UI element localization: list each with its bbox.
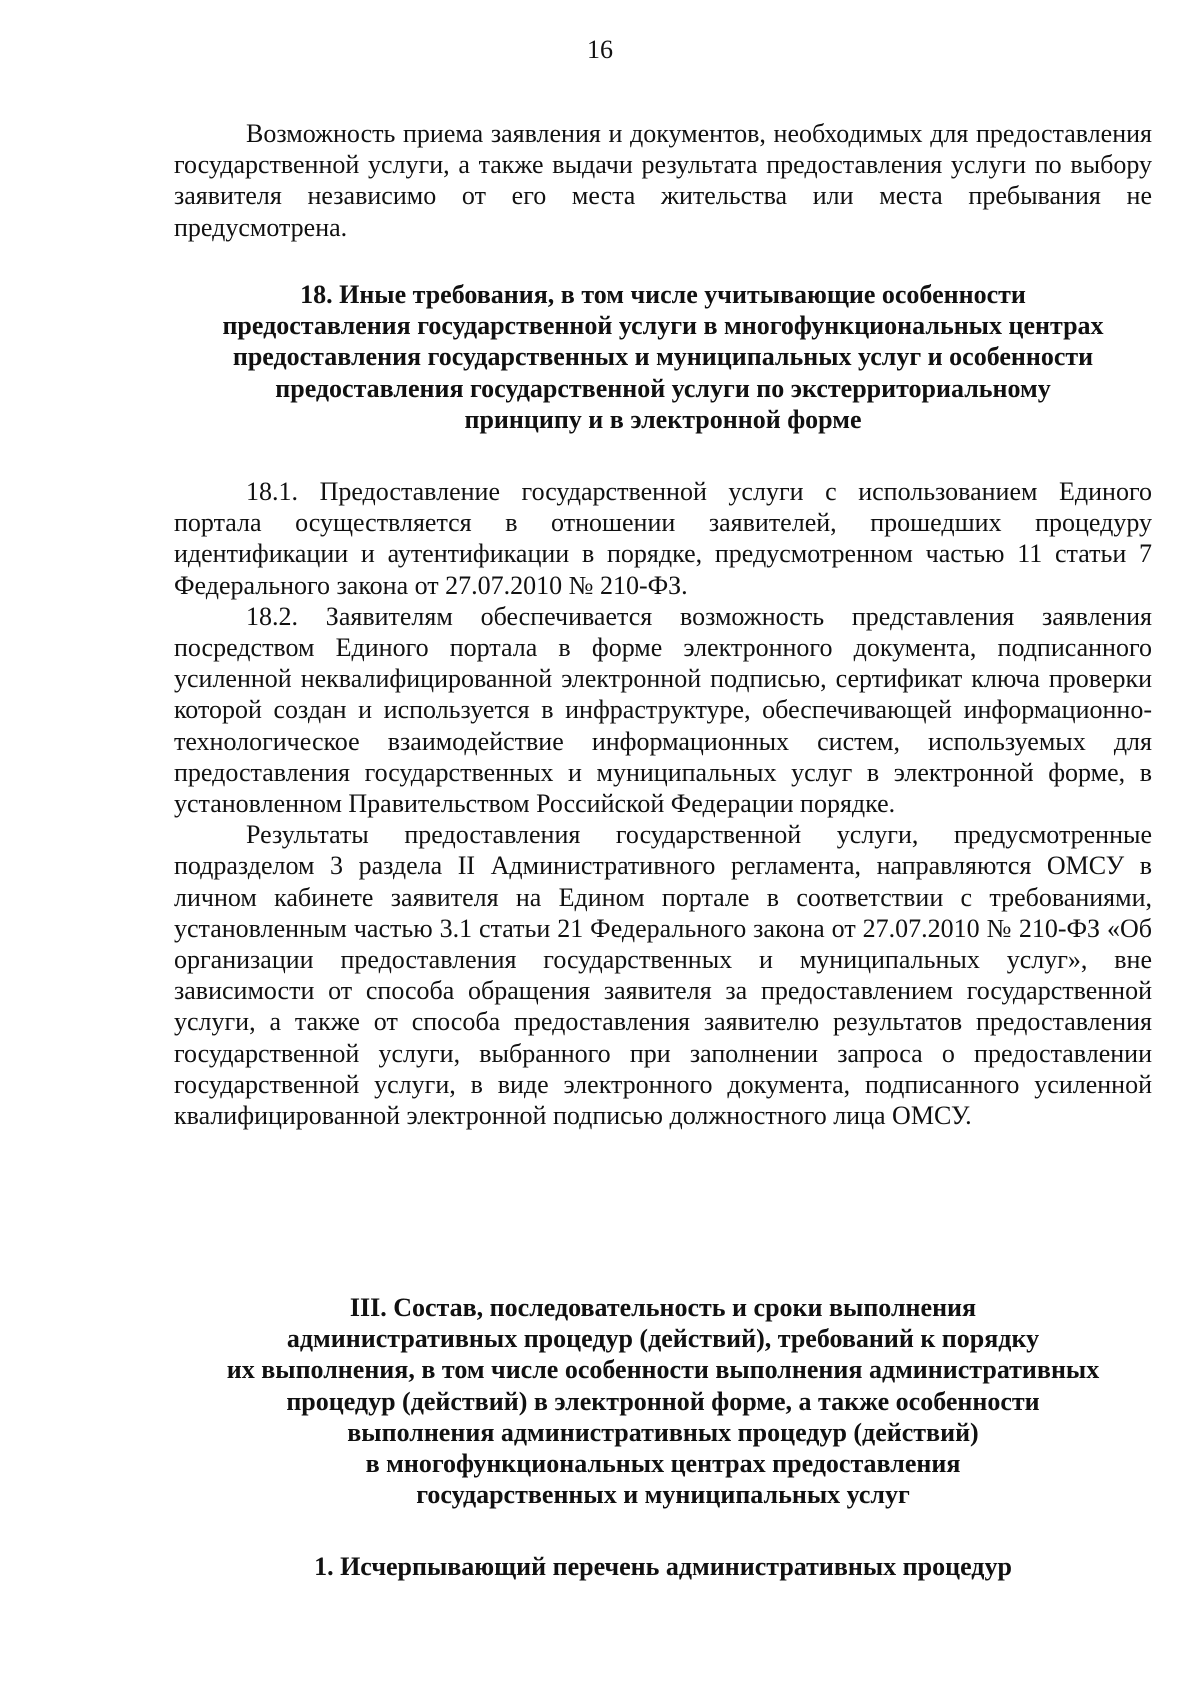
subsection-1-title: 1. Исчерпывающий перечень административных процедур [314, 1552, 1012, 1581]
page-number: 16 [587, 35, 613, 64]
section-3-heading [174, 1292, 1152, 1510]
section-3-title-line: административных процедур (действий), требований к порядку [286, 1324, 1040, 1354]
paragraph-results: Результаты предоставления государственной услуги, предусмотренные подразделом 3 раздела II Административного регламента, направляются ОМСУ в личном кабинете заявителя на Едином портале в соответствии с требованиями, установленным частью 3.1 статьи 21 Федерального закона от 27.07.2010 № 210-ФЗ «Об организации предоставления государственных и муниципальных услуг», вне зависимости от способа обращения заявителя за предоставлением государственной услуги, а также от способа предоставления заявителю результатов предоставления государственной услуги, выбранного при заполнении запроса о предоставлении государственной услуги, в виде электронного документа, подписанного усиленной квалифицированной электронной подписью должностного лица ОМСУ. [174, 820, 1152, 1131]
subsection-1-heading [174, 1551, 1152, 1582]
section-18-title-line: предоставления государственной услуги по экстерриториальному [275, 373, 1051, 403]
section-3-title-line: государственных и муниципальных услуг [416, 1480, 910, 1510]
section-18-title-line: предоставления государственных и муниципальных услуг и особенности [232, 342, 1094, 372]
section-18-heading [174, 279, 1152, 435]
intro-block [174, 118, 1152, 243]
section-3-title-line: в многофункциональных центрах предоставления [365, 1449, 961, 1479]
section-18-title-line: 18. Иные требования, в том числе учитывающие особенности [300, 280, 1026, 309]
paragraph-18-2: 18.2. Заявителям обеспечивается возможность представления заявления посредством Единого портала в форме электронного документа, подписанного усиленной неквалифицированной электронной подписью, сертификат ключа проверки которой создан и используется в инфраструктуре, обеспечивающей информационно-технологическое взаимодействие информационных систем, используемых для предоставления государственных и муниципальных услуг в электронной форме, в установленном Правительством Российской Федерации порядке. [174, 601, 1152, 819]
intro-paragraph: Возможность приема заявления и документов, необходимых для предоставления государственной услуги, а также выдачи результата предоставления услуги по выбору заявителя независимо от его места жительства или места пребывания не предусмотрена. [174, 119, 1152, 242]
section-3-title-line: их выполнения, в том числе особенности выполнения административных [226, 1355, 1100, 1385]
section-18-title-line: принципу и в электронной форме [464, 404, 862, 434]
section-3-title-line: III. Состав, последовательность и сроки выполнения [349, 1293, 977, 1322]
section-18-body [174, 476, 1152, 1131]
section-3-title-line: процедур (действий) в электронной форме, а также особенности [286, 1386, 1040, 1416]
paragraph-18-1: 18.1. Предоставление государственной услуги с использованием Единого портала осуществляется в отношении заявителей, прошедших процедуру идентификации и аутентификации в порядке, предусмотренном частью 11 статьи 7 Федерального закона от 27.07.2010 № 210-ФЗ. [174, 477, 1152, 600]
section-3-title-line: выполнения административных процедур (действий) [347, 1417, 979, 1447]
section-18-title-line: предоставления государственной услуги в многофункциональных центрах [222, 311, 1104, 341]
